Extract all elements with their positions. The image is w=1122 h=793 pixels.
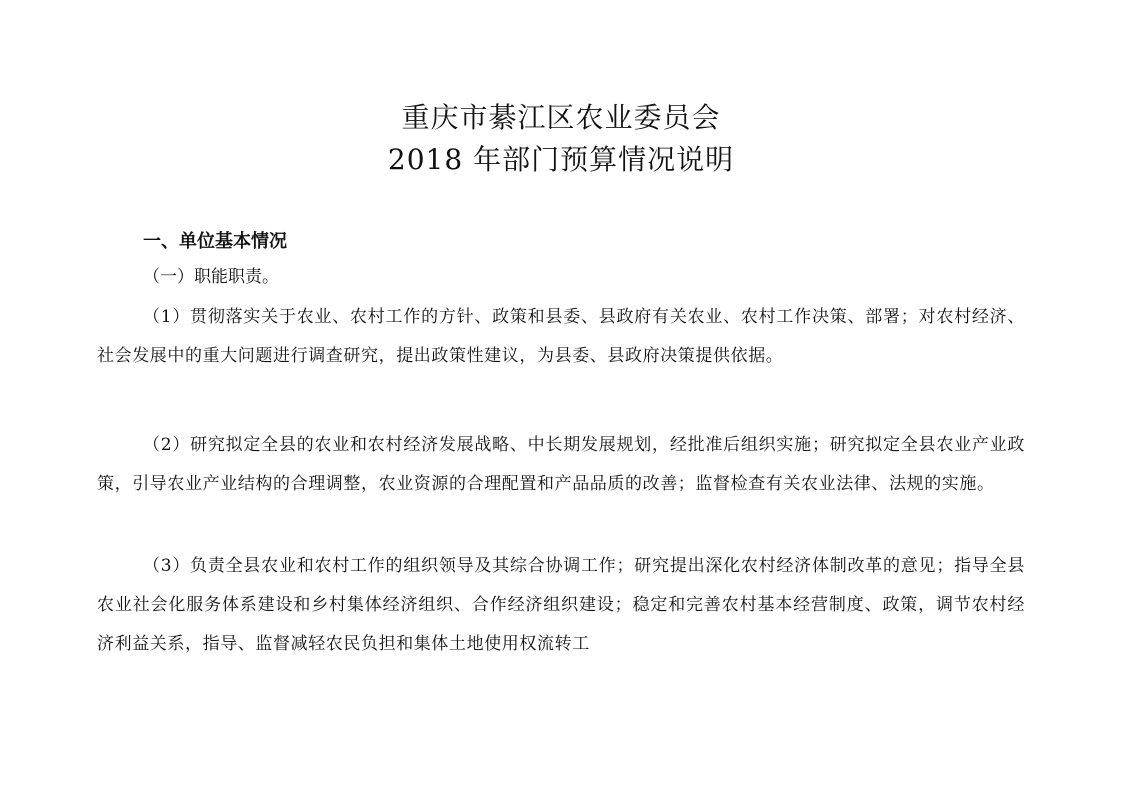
paragraph-3: （3）负责全县农业和农村工作的组织领导及其综合协调工作；研究提出深化农村经济体制改革的意见；指导全县农业社会化服务体系建设和乡村集体经济组织、合作经济组织建设；稳定和完善农村基本经营制度、政策，调节农村经济利益关系，指导、监督减轻农民负担和集体土地使用权流转工 bbox=[97, 556, 1025, 654]
paragraph-2: （2）研究拟定全县的农业和农村经济发展战略、中长期发展规划，经批准后组织实施；研究拟定全县农业产业政策，引导农业产业结构的合理调整，农业资源的合理配置和产品品质的改善；监督检查有关农业法律、法规的实施。 bbox=[97, 435, 1025, 494]
section-heading: 一、单位基本情况 bbox=[143, 231, 287, 252]
document-title-line1: 重庆市綦江区农业委员会 bbox=[401, 101, 721, 134]
document-title-line2: 2018 年部门预算情况说明 bbox=[387, 143, 735, 176]
paragraph-1: （1）贯彻落实关于农业、农村工作的方针、政策和县委、县政府有关农业、农村工作决策、部署；对农村经济、社会发展中的重大问题进行调查研究，提出政策性建议，为县委、县政府决策提供依据。 bbox=[97, 307, 1025, 366]
subsection-heading: （一）职能职责。 bbox=[143, 267, 279, 287]
